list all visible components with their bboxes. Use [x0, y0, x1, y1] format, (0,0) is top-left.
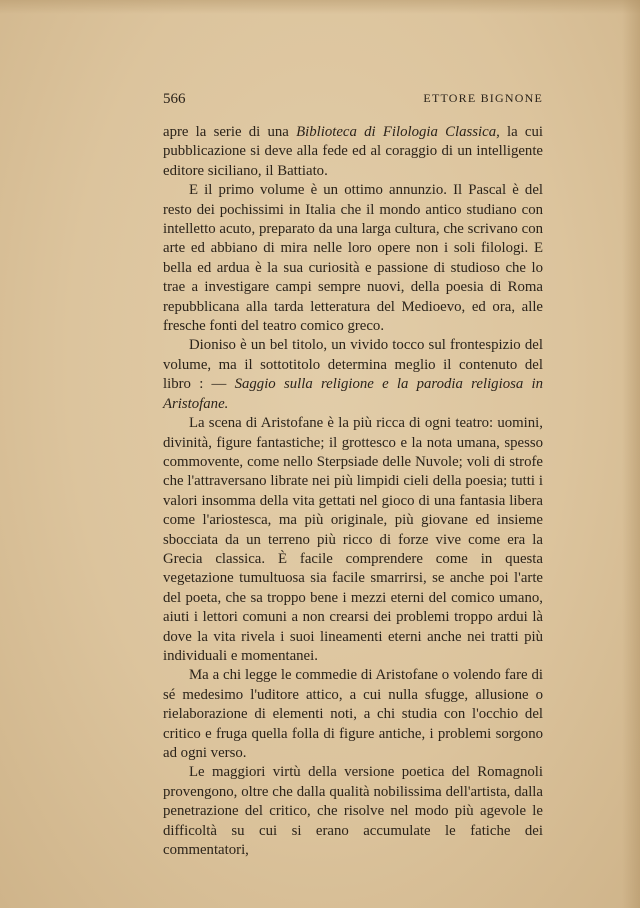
page-edge-shadow-top: [0, 0, 640, 14]
paragraph-3-text: Dioniso è un bel titolo, un vivido tocco sul frontespizio del volume, ma il sottotitolo determina meglio il contenuto del libro : —: [163, 337, 543, 393]
paragraph-6: Le maggiori virtù della versione poetica del Romagnoli provengono, oltre che dalla qualità nobilissima dell'artista, dalla penetrazione del critico, che risolve nel modo più agevole le difficoltà su cui si erano accumulate le fatiche dei commentatori,: [163, 764, 543, 859]
paragraph-1-text-a: apre la serie di una: [163, 124, 297, 140]
running-head: ETTORE BIGNONE: [423, 91, 543, 105]
paragraph-1-title: Biblioteca di Filologia Classica,: [296, 124, 500, 140]
paragraph-4: La scena di Aristofane è la più ricca di ogni teatro: uomini, divinità, figure fantastiche; il grottesco e la nota umana, spesso commovente, come nello Sterpsiade delle Nuvole; voli di strofe che l'attraversano librate nei più limpidi cieli della poesia; tutti i valori insomma della vita gettati nel gioco di una fantasia libera come l'ariostesca, ma più originale, più giovane ed insieme sbocciata da un terreno più ricco di forze vive come era la Grecia classica. È facile comprendere come in questa vegetazione tumultuosa sia facile smarrirsi, se anche poi l'arte del poeta, che sa troppo bene i mezzi eterni del comico umano, aiuti i lettori comuni a non crearsi dei problemi troppo ardui là dove la vita rivela i suoi lineamenti eterni anche nei tratti più individuali e momentanei.: [163, 415, 543, 664]
paragraph-3: [163, 336, 543, 414]
page-edge-shadow-right: [622, 0, 640, 908]
paragraph-1-text-b: la cui pubblicazione si deve alla fede ed al coraggio di un intelligente editore siciliano, il Battiato.: [163, 124, 543, 179]
paragraph-5: Ma a chi legge le commedie di Aristofane o volendo fare di sé medesimo l'uditore attico, a cui nulla sfugge, allusione o rielaborazione di elementi noti, a chi studia con l'occhio del critico e fruga quella folla di figure antiche, i problemi sorgono ad ogni verso.: [163, 667, 543, 761]
body-text: [163, 123, 543, 860]
paragraph-1: [163, 123, 543, 181]
paragraph-3-subtitle: Saggio sulla religione e la parodia religiosa in Aristofane.: [163, 376, 543, 412]
page-header: [163, 91, 543, 111]
paragraph-2: E il primo volume è un ottimo annunzio. Il Pascal è del resto dei pochissimi in Italia che il mondo antico studiano con intelletto acuto, preparato da una larga cultura, che scrivano con arte ed abbiano di mira nelle loro opere non i soli filologi. E bella ed ardua è la sua curiosità e passione di studioso che lo trae a investigare campi sempre nuovi, della poesia di Roma repubblicana alla tarda letteratura del Medioevo, ed ora, alle fresche fonti del teatro comico greco.: [163, 182, 543, 335]
page-number: 566: [163, 91, 186, 107]
